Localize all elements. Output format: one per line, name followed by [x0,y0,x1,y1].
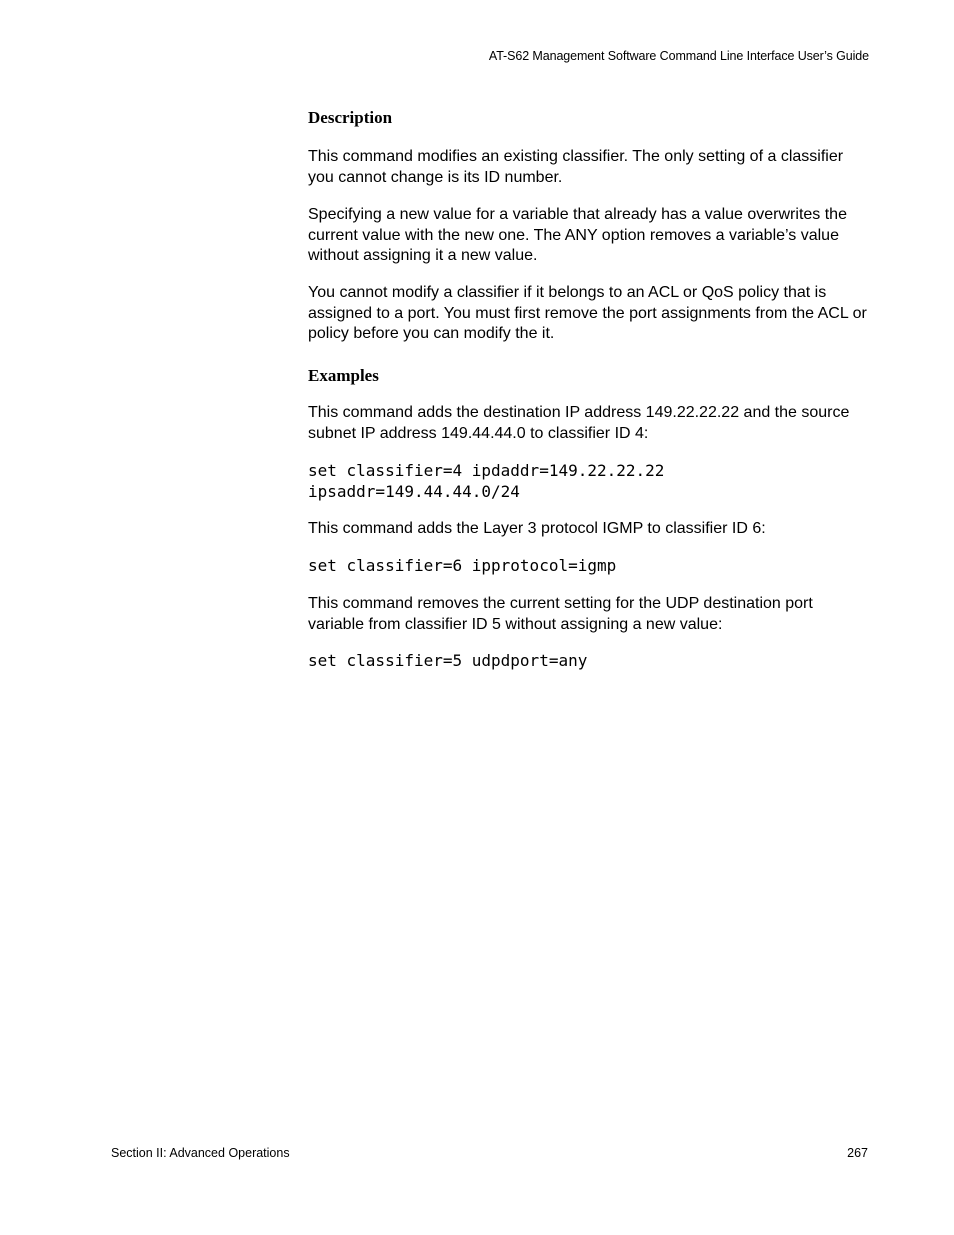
example-3-text: This command removes the current setting for the UDP destination port variable from classifier ID 5 without assigning a new value: [308,595,813,633]
page-number: 267 [847,1146,868,1160]
examples-heading: Examples [308,366,379,385]
description-paragraph-1: This command modifies an existing classifier. The only setting of a classifier you cannot change is its ID number. [308,148,844,186]
example-3-code: set classifier=5 udpdport=any [308,651,588,670]
footer-section: Section II: Advanced Operations [111,1146,290,1160]
example-2-code: set classifier=6 ipprotocol=igmp [308,556,617,575]
description-heading: Description [308,108,393,127]
example-2-text: This command adds the Layer 3 protocol IGMP to classifier ID 6: [308,520,766,537]
running-header: AT-S62 Management Software Command Line Interface User’s Guide [488,49,869,63]
description-paragraph-3: You cannot modify a classifier if it belongs to an ACL or QoS policy that is assigned to a port. You must first remove the port assignments from the ACL or policy before you can modify the it. [308,284,867,342]
example-1-text: This command adds the destination IP address 149.22.22.22 and the source subnet IP address 149.44.44.0 to classifier ID 4: [308,404,850,442]
example-1-code: set classifier=4 ipdaddr=149.22.22.22 ipsaddr=149.44.44.0/24 [308,461,665,501]
description-paragraph-2: Specifying a new value for a variable that already has a value overwrites the current value with the new one. The ANY option removes a variable’s value without assigning it a new value. [308,206,847,264]
